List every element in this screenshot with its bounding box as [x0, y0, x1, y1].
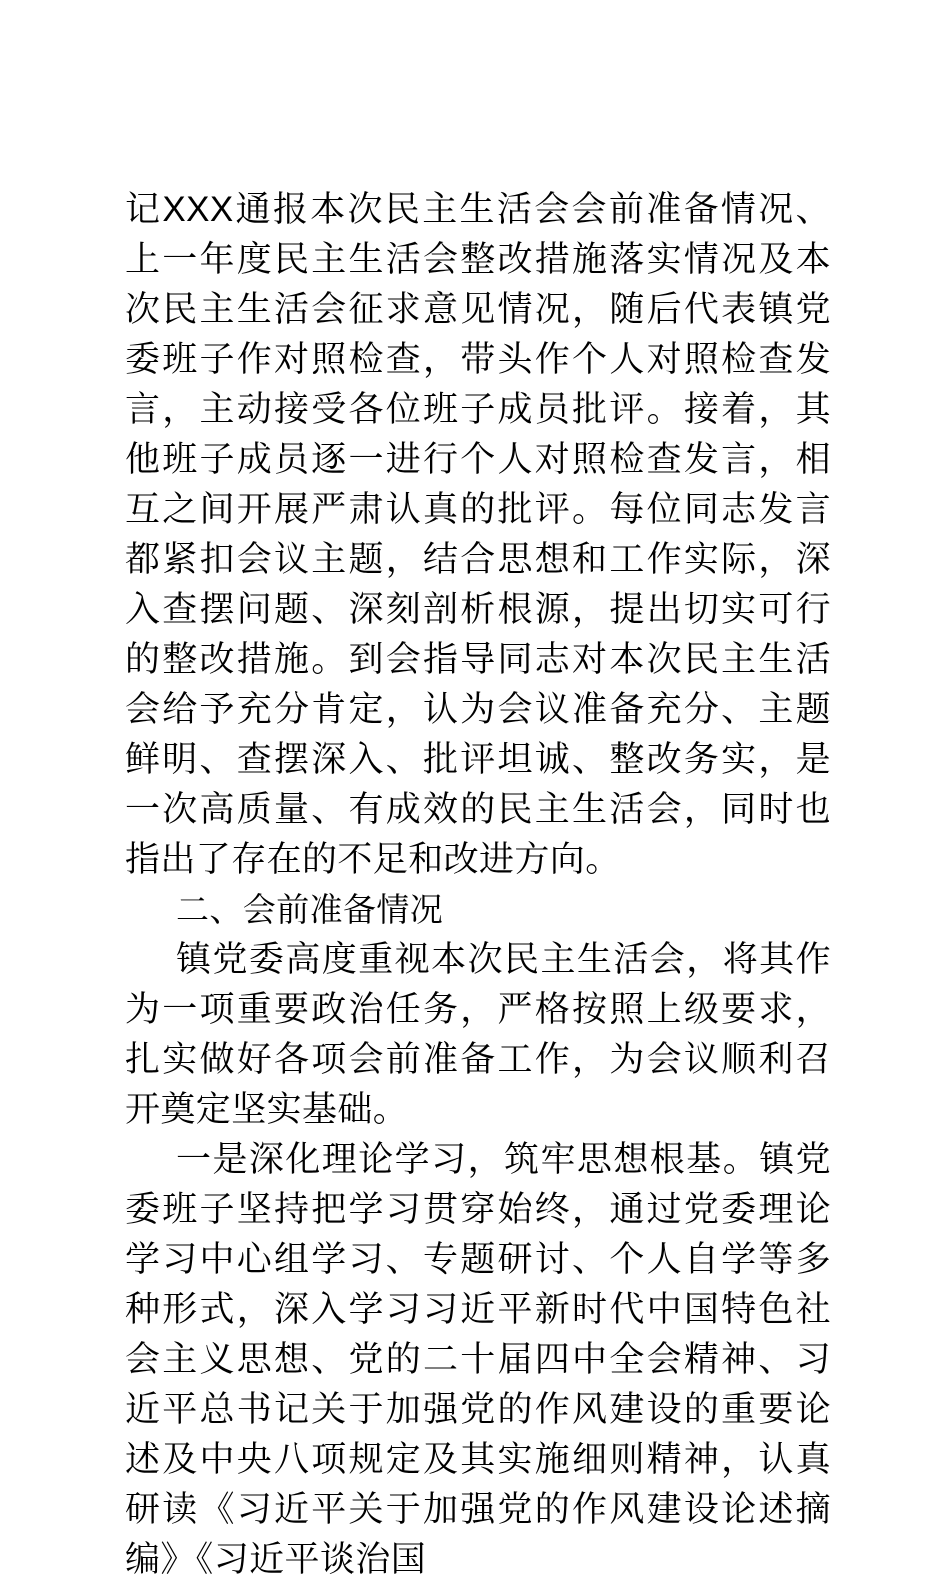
paragraph-theoretical-study: 一是深化理论学习，筑牢思想根基。镇党委班子坚持把学习贯穿始终，通过党委理论学习中心组学习、专题研讨、个人自学等多种形式，深入学习习近平新时代中国特色社会主义思想、党的二十届四中全会精神、习近平总书记关于加强党的作风建设的重要论述及中央八项规定及其实施细则精神，认真研读《习近平关于加强党的作风建设论述摘编》《习近平谈治国: [125, 1140, 831, 1579]
paragraph-meeting-proceedings: 记XXX通报本次民主生活会会前准备情况、上一年度民主生活会整改措施落实情况及本次民主生活会征求意见情况，随后代表镇党委班子作对照检查，带头作个人对照检查发言，主动接受各位班子成员批评。接着，其他班子成员逐一进行个人对照检查发言，相互之间开展严肃认真的批评。每位同志发言都紧扣会议主题，结合思想和工作实际，深入查摆问题、深刻剖析根源，提出切实可行的整改措施。到会指导同志对本次民主生活会给予充分肯定，认为会议准备充分、主题鲜明、查摆深入、批评坦诚、整改务实，是一次高质量、有成效的民主生活会，同时也指出了存在的不足和改进方向。: [125, 190, 831, 879]
document-body: [125, 185, 831, 1585]
section-heading-pre-meeting-preparation: 二、会前准备情况: [176, 891, 444, 928]
paragraph-preparation-overview: 镇党委高度重视本次民主生活会，将其作为一项重要政治任务，严格按照上级要求，扎实做好各项会前准备工作，为会议顺利召开奠定坚实基础。: [125, 940, 831, 1129]
